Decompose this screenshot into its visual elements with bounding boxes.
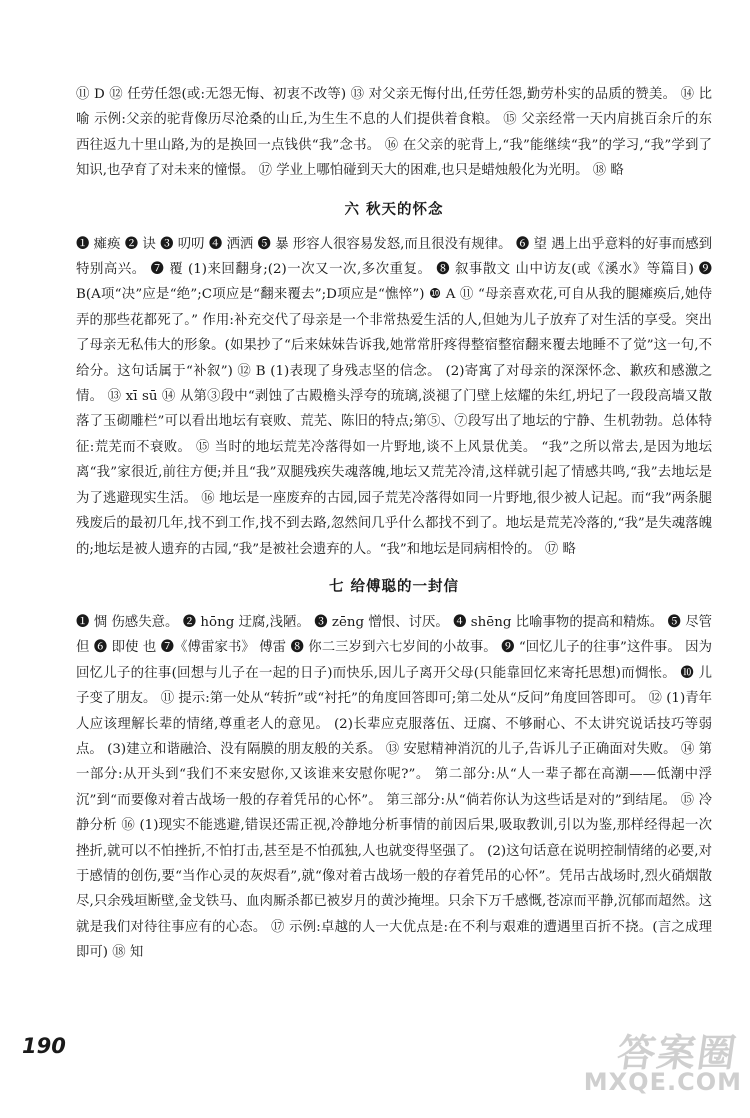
watermark-logo-text: 答案圈 [614, 1031, 741, 1075]
answers-section-7 [76, 610, 717, 966]
answers-section-6 [76, 232, 717, 562]
page-number: 190 [22, 1034, 66, 1058]
section-title-letter-to-fu-cong: 七 给傅聪的一封信 [328, 577, 460, 595]
watermark [583, 1022, 742, 1108]
watermark-url: MXQE.COM [583, 1068, 742, 1096]
answer-text: ⑪ D ⑫ 任劳任怨(或:无怨无悔、初衷不改等) ⑬ 对父亲无悔付出,任劳任怨,勤劳朴实的品质的赞美。 ⑭ 比喻 示例:父亲的驼背像历尽沧桑的山丘,为生生不息的人们提供着食粮。 ⑮ 父亲经常一天内肩挑百余斤的东西往返九十里山路,为的是换回一点钱供“我”念书。 ⑯ 在父亲的驼背上,“我”能继续“我”的学习,“我”学到了知识,也孕育了对未来的憧憬。 ⑰ 学业上哪怕碰到天大的困难,也只是蜡烛般化为光明。 ⑱ 略 [76, 87, 712, 179]
answer-page [76, 82, 717, 966]
answer-text: ❶ 瘫痪 ❷ 诀 ❸ 叨叨 ❹ 洒洒 ❺ 暴 形容人很容易发怒,而且很没有规律。 ❻ 望 遇上出乎意料的好事而感到特别高兴。 ❼ 覆 (1)来回翻身;(2)一次又一次,多次重复。 ❽ 叙事散文 山中访友(或《溪水》等篇目) ❾ B(A项“决”应是“绝”;C项应是“翻来覆去”;D项应是“憔悴”) ❿ A ⑪ “母亲喜欢花,可自从我的腿瘫痪后,她侍弄的那些花都死了。” 作用:补充交代了母亲是一个非常热爱生活的人,但她为儿子放弃了对生活的享受。突出了母亲无私伟大的形象。(如果抄了“后来妹妹告诉我,她常常肝疼得整宿整宿翻来覆去地睡不了觉”这一句,不给分。这句话属于“补叙”) ⑫ B (1)表现了身残志坚的信念。 (2)寄寓了对母亲的深深怀念、歉疚和感激之情。 ⑬ xī sū ⑭ 从第③段中“剥蚀了古殿檐头浮夸的琉璃,淡褪了门壁上炫耀的朱红,坍圮了一段段高墙又散落了玉砌雕栏”可以看出地坛有衰败、荒芜、陈旧的特点;第⑤、⑦段写出了地坛的宁静、生机勃勃。总体特征:荒芜而不衰败。 ⑮ 当时的地坛荒芜冷落得如一片野地,谈不上风景优美。 “我”之所以常去,是因为地坛离“我”家很近,前往方便;并且“我”双腿残疾失魂落魄,地坛又荒芜冷清,这样就引起了情感共鸣,“我”去地坛是为了逃避现实生活。 ⑯ 地坛是一座废弃的古园,园子荒芜冷落得如同一片野地,很少被人记起。而“我”两条腿残废后的最初几年,找不到工作,找不到去路,忽然间几乎什么都找不到了。地坛是荒芜冷落的,“我”是失魂落魄的;地坛是被人遗弃的古园,“我”是被社会遗弃的人。“我”和地坛是同病相怜的。 ⑰ 略 [76, 236, 717, 557]
answers-section-5-tail [76, 82, 712, 184]
section-title-autumn-memory: 六 秋天的怀念 [344, 200, 444, 218]
answer-text: ❶ 惆 伤感失意。 ❷ hōng 迂腐,浅陋。 ❸ zēng 憎恨、讨厌。 ❹ shēng 比喻事物的提高和精炼。 ❺ 尽管 但 ❻ 即使 也 ❼《傅雷家书》 傅雷 ❽ 你二三岁到六七岁间的小故事。 ❾ “回忆儿子的往事”这件事。 因为回忆儿子的往事(回想与儿子在一起的日子)而快乐,因儿子离开父母(只能靠回忆来寄托思想)而惆怅。 ❿ 儿子变了朋友。 ⑪ 提示:第一处从“转折”或“衬托”的角度回答即可;第二处从“反问”角度回答即可。 ⑫ (1)青年人应该理解长辈的情绪,尊重老人的意见。 (2)长辈应克服落伍、迂腐、不够耐心、不太讲究说话技巧等弱点。 (3)建立和谐融洽、没有隔膜的朋友般的关系。 ⑬ 安慰精神消沉的儿子,告诉儿子正确面对失败。 ⑭ 第一部分:从开头到“我们不来安慰你,又该谁来安慰你呢?”。 第二部分:从“人一辈子都在高潮——低潮中浮沉”到“而要像对着古战场一般的存着凭吊的心怀”。 第三部分:从“倘若你认为这些话是对的”到结尾。 ⑮ 冷静分析 ⑯ (1)现实不能逃避,错误还需正视,冷静地分析事情的前因后果,吸取教训,引以为鉴,那样经得起一次挫折,就可以不怕挫折,不怕打击,甚至是不怕孤独,人也就变得坚强了。 (2)这句话意在说明控制情绪的必要,对于感情的创伤,要“当作心灵的灰烬看”,就“像对着古战场一般的存着凭吊的心怀”。凭吊古战场时,烈火硝烟散尽,只余残垣断壁,金戈铁马、血肉厮杀都已被岁月的黄沙掩埋。只余下万千感慨,苍凉而平静,沉郁而超然。这就是我们对待往事应有的心态。 ⑰ 示例:卓越的人一大优点是:在不利与艰难的遭遇里百折不挠。(言之成理即可) ⑱ 知 [76, 614, 717, 961]
